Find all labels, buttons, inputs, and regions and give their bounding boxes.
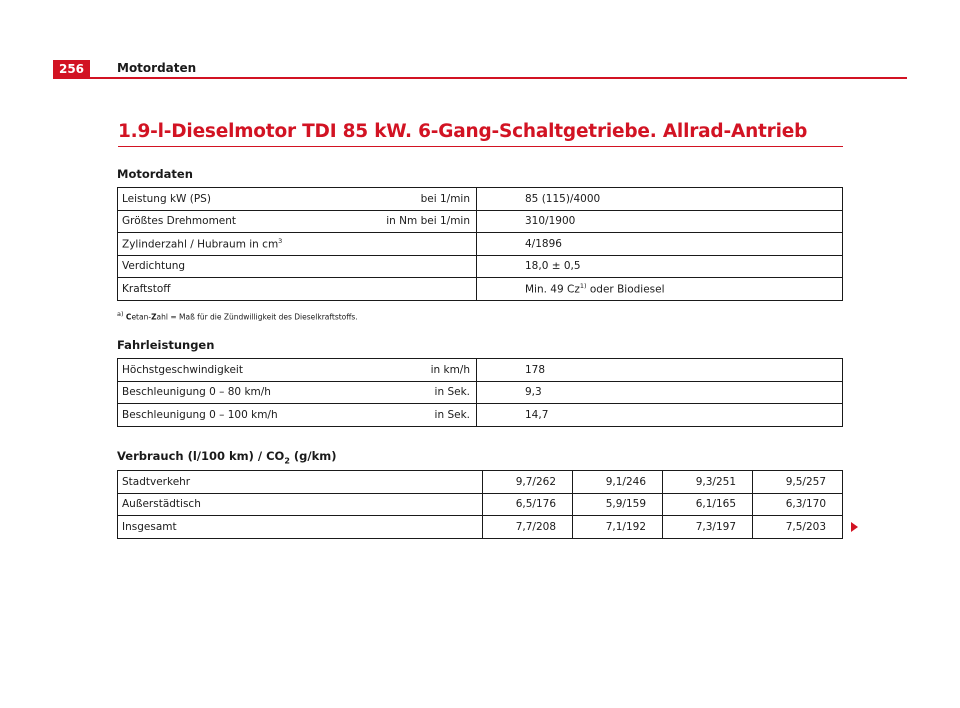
row-value: 7,5/203 — [753, 516, 843, 539]
row-value: 6,3/170 — [753, 493, 843, 516]
footnote-marker: a) — [117, 310, 124, 318]
row-unit — [347, 255, 476, 278]
row-value: 7,3/197 — [663, 516, 753, 539]
table-row — [118, 471, 843, 494]
verbrauch-heading-subscript: 2 — [284, 456, 290, 466]
footnote-reference: 1) — [579, 282, 587, 290]
continue-arrow-icon — [851, 522, 858, 532]
verbrauch-table — [117, 470, 843, 539]
row-unit: in Sek. — [391, 404, 476, 427]
row-label: Beschleunigung 0 – 100 km/h — [118, 404, 392, 427]
page-title: 1.9-l-Dieselmotor TDI 85 kW. 6-Gang-Schaltgetriebe. Allrad-Antrieb — [118, 121, 808, 142]
title-rule — [118, 146, 843, 147]
header-rule — [53, 77, 907, 79]
row-unit — [347, 278, 476, 301]
page-number: 256 — [53, 60, 90, 78]
row-label — [118, 233, 348, 256]
motordaten-heading: Motordaten — [117, 167, 193, 181]
row-label-superscript: 3 — [278, 237, 283, 245]
table-row — [118, 359, 843, 382]
row-value: 7,1/192 — [573, 516, 663, 539]
row-value: 9,1/246 — [573, 471, 663, 494]
row-label: Größtes Drehmoment — [118, 210, 348, 233]
row-value: 14,7 — [477, 404, 843, 427]
fahrleistungen-heading: Fahrleistungen — [117, 338, 215, 352]
row-label: Insgesamt — [118, 516, 483, 539]
footnote-letter-c: C — [125, 312, 132, 322]
footnote-text-etan: etan- — [131, 312, 152, 322]
row-label: Kraftstoff — [118, 278, 348, 301]
table-row — [118, 381, 843, 404]
row-value: 9,5/257 — [753, 471, 843, 494]
row-value: 18,0 ± 0,5 — [477, 255, 843, 278]
row-value: 178 — [477, 359, 843, 382]
row-value: 5,9/159 — [573, 493, 663, 516]
row-value: 9,3 — [477, 381, 843, 404]
table-row — [118, 516, 843, 539]
fahrleistungen-table — [117, 358, 843, 427]
verbrauch-heading-unit: (g/km) — [289, 449, 337, 463]
table-row — [118, 493, 843, 516]
row-value: 6,1/165 — [663, 493, 753, 516]
row-label: Höchstgeschwindigkeit — [118, 359, 392, 382]
table-row — [118, 255, 843, 278]
footnote-text: ahl = Maß für die Zündwilligkeit des Dieselkraftstoffs. — [156, 312, 358, 322]
running-header-title: Motordaten — [117, 61, 197, 75]
verbrauch-heading-text: Verbrauch (l/100 km) / CO — [117, 449, 285, 463]
row-value — [477, 278, 843, 301]
table-row — [118, 188, 843, 211]
fuel-value-suffix: oder Biodiesel — [586, 283, 665, 296]
row-label-text: Zylinderzahl / Hubraum in cm — [122, 238, 279, 251]
table-row — [118, 233, 843, 256]
row-value: 4/1896 — [477, 233, 843, 256]
row-value: 9,7/262 — [483, 471, 573, 494]
table-row — [118, 404, 843, 427]
row-label: Verdichtung — [118, 255, 348, 278]
footnote — [117, 310, 358, 322]
row-unit — [347, 233, 476, 256]
row-value: 6,5/176 — [483, 493, 573, 516]
row-unit: in Nm bei 1/min — [347, 210, 476, 233]
row-value: 7,7/208 — [483, 516, 573, 539]
fuel-value: Min. 49 Cz — [525, 283, 580, 296]
row-unit: in Sek. — [391, 381, 476, 404]
footnote-letter-z: Z — [151, 312, 157, 322]
table-row — [118, 278, 843, 301]
row-label: Leistung kW (PS) — [118, 188, 348, 211]
row-label: Stadtverkehr — [118, 471, 483, 494]
row-value: 85 (115)/4000 — [477, 188, 843, 211]
verbrauch-heading — [117, 449, 337, 465]
row-value: 310/1900 — [477, 210, 843, 233]
row-label: Beschleunigung 0 – 80 km/h — [118, 381, 392, 404]
row-unit: in km/h — [391, 359, 476, 382]
motordaten-table — [117, 187, 843, 301]
table-row — [118, 210, 843, 233]
row-value: 9,3/251 — [663, 471, 753, 494]
row-unit: bei 1/min — [347, 188, 476, 211]
row-label: Außerstädtisch — [118, 493, 483, 516]
